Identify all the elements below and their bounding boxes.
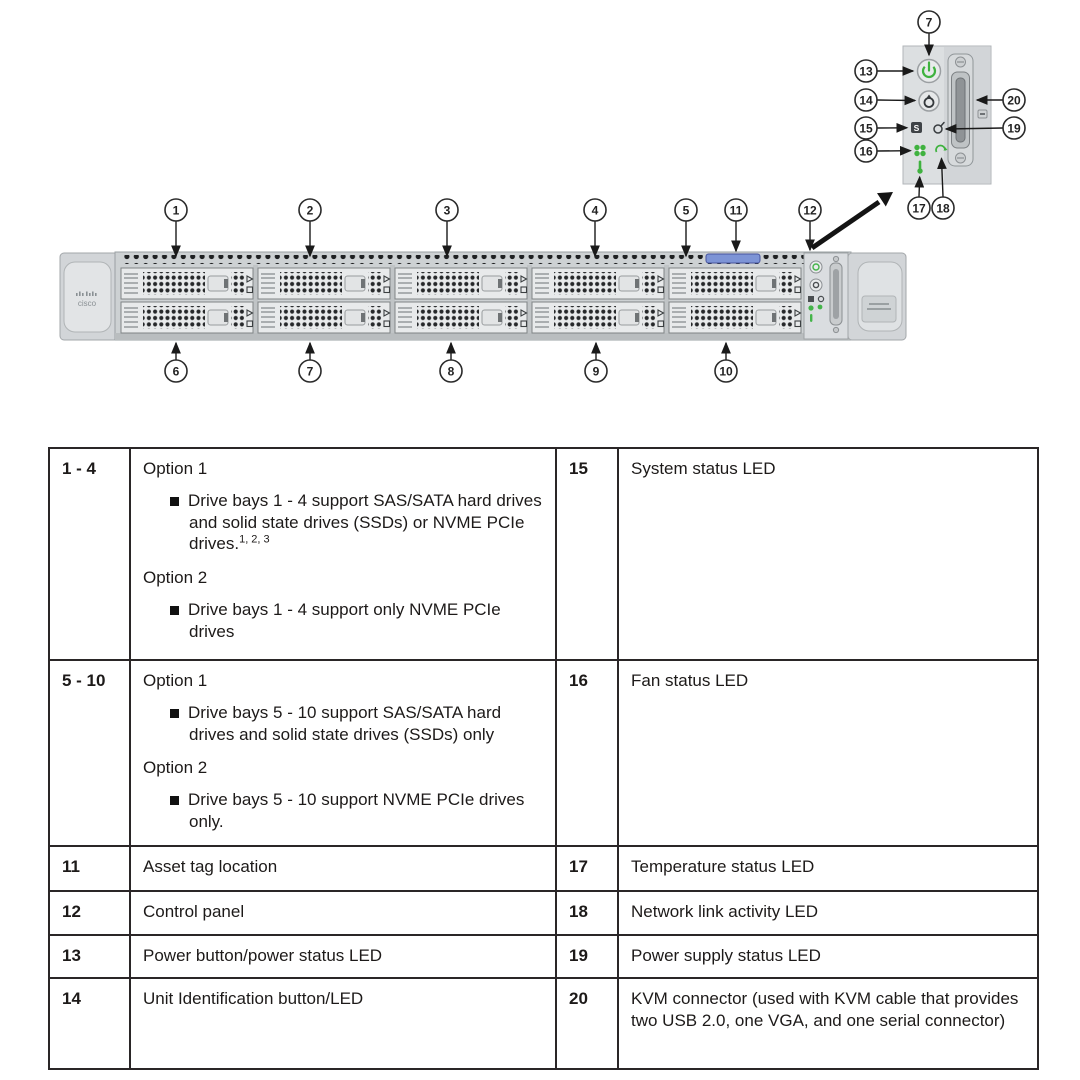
callout-2	[299, 199, 321, 221]
callout-5	[675, 199, 697, 221]
callout-4	[584, 199, 606, 221]
item-number: 16	[556, 660, 618, 846]
callout-16	[855, 140, 877, 162]
item-number: 5 - 10	[49, 660, 130, 846]
drive-bay-9	[532, 302, 664, 333]
system-status-led-icon	[911, 122, 922, 133]
power-button-icon	[810, 261, 822, 273]
item-number: 19	[556, 935, 618, 978]
drive-bay-7	[258, 302, 390, 333]
svg-text:9: 9	[592, 364, 600, 379]
item-description: Fan status LED	[618, 660, 1038, 846]
svg-text:7: 7	[306, 364, 314, 379]
svg-text:19: 19	[1007, 121, 1021, 136]
item-description: KVM connector (used with KVM cable that provides two USB 2.0, one VGA, and one serial connector)	[618, 978, 1038, 1069]
square-bullet-icon	[170, 796, 179, 805]
callout-1	[165, 199, 187, 221]
drive-bay-4	[532, 268, 664, 299]
table-row	[49, 891, 1038, 935]
item-number: 15	[556, 448, 618, 660]
item-number: 17	[556, 846, 618, 891]
item-description: System status LED	[618, 448, 1038, 660]
square-bullet-icon	[170, 709, 179, 718]
callout-11	[725, 199, 747, 221]
svg-text:12: 12	[803, 203, 817, 218]
callout-18	[932, 197, 954, 219]
drive-bay-3	[395, 268, 527, 299]
callout-8	[440, 360, 462, 382]
svg-text:14: 14	[859, 93, 873, 108]
option-label: Option 2	[143, 568, 208, 587]
uid-button-icon	[919, 91, 939, 111]
left-rack-ear	[60, 253, 118, 340]
table-row	[49, 846, 1038, 891]
svg-text:10: 10	[719, 364, 733, 379]
control-panel	[804, 253, 848, 339]
item-number: 18	[556, 891, 618, 935]
status-led-icon	[808, 296, 814, 302]
svg-text:S: S	[913, 122, 920, 133]
item-description: Network link activity LED	[618, 891, 1038, 935]
bullet-item: Drive bays 5 - 10 support SAS/SATA hard drives and solid state drives (SSDs) only	[143, 702, 545, 746]
callout-19	[1003, 117, 1025, 139]
callout-9	[585, 360, 607, 382]
callout-15	[855, 117, 877, 139]
option-label: Option 2	[143, 758, 208, 778]
callout-20	[1003, 89, 1025, 111]
kvm-label-icon	[978, 110, 987, 118]
svg-text:15: 15	[859, 121, 873, 136]
bullet-item: Drive bays 5 - 10 support NVME PCIe drives only.	[143, 789, 545, 833]
svg-text:8: 8	[447, 364, 455, 379]
item-number: 13	[49, 935, 130, 978]
item-number: 12	[49, 891, 130, 935]
callout-7-bay	[299, 360, 321, 382]
svg-text:5: 5	[682, 203, 690, 218]
callout-7	[918, 11, 940, 33]
svg-text:4: 4	[591, 203, 599, 218]
top-vent-holes	[122, 255, 804, 264]
right-rack-ear	[848, 253, 906, 340]
svg-text:18: 18	[936, 201, 950, 216]
drive-bay-10	[669, 302, 801, 333]
footnote-refs: 1, 2, 3	[239, 533, 270, 546]
bullet-item: Drive bays 1 - 4 support only NVME PCIe drives	[143, 599, 545, 643]
svg-text:2: 2	[306, 203, 314, 218]
table-row	[49, 935, 1038, 978]
asset-tag	[706, 254, 760, 263]
bullet-item: Drive bays 1 - 4 support SAS/SATA hard drives and solid state drives (SSDs) or NVME PCIe drives.$^{1, 2, 3}$	[143, 490, 545, 555]
cisco-logo-text: cisco	[77, 299, 97, 308]
drive-bay-2	[258, 268, 390, 299]
svg-text:3: 3	[443, 203, 451, 218]
kvm-connector	[948, 54, 973, 166]
table-row	[49, 978, 1038, 1069]
option-label: Option 1	[143, 671, 208, 690]
uid-button-icon	[810, 279, 822, 291]
svg-text:13: 13	[859, 64, 873, 79]
callout-3	[436, 199, 458, 221]
item-description: Power supply status LED	[618, 935, 1038, 978]
option-label: Option 1	[143, 459, 208, 478]
item-number: 14	[49, 978, 130, 1069]
drive-bay-1	[121, 268, 253, 299]
item-description: Asset tag location	[130, 846, 556, 891]
table-row	[49, 660, 1038, 846]
svg-text:7: 7	[925, 15, 933, 30]
svg-text:11: 11	[729, 203, 743, 218]
server-front-diagram	[0, 0, 1080, 445]
power-button-icon	[918, 60, 941, 83]
square-bullet-icon	[170, 606, 179, 615]
cisco-logo	[76, 292, 97, 309]
zoom-arrow	[812, 192, 893, 248]
item-description: Temperature status LED	[618, 846, 1038, 891]
control-panel-inset	[903, 46, 991, 184]
square-bullet-icon	[170, 497, 179, 506]
item-description	[130, 660, 556, 846]
svg-text:1: 1	[172, 203, 180, 218]
drive-bay-8	[395, 302, 527, 333]
legend-table	[48, 447, 1039, 1070]
callout-12	[799, 199, 821, 221]
callout-14	[855, 89, 877, 111]
callout-6	[165, 360, 187, 382]
server-chassis	[60, 252, 906, 340]
callout-17	[908, 197, 930, 219]
table-row	[49, 448, 1038, 660]
item-description: Control panel	[130, 891, 556, 935]
svg-text:20: 20	[1007, 93, 1021, 108]
item-number: 11	[49, 846, 130, 891]
drive-bay-6	[121, 302, 253, 333]
item-number: 20	[556, 978, 618, 1069]
callout-13	[855, 60, 877, 82]
kvm-connector-small	[830, 256, 842, 332]
svg-text:6: 6	[172, 364, 180, 379]
callout-10	[715, 360, 737, 382]
item-description	[130, 448, 556, 660]
item-description: Power button/power status LED	[130, 935, 556, 978]
svg-text:17: 17	[912, 201, 926, 216]
item-number: 1 - 4	[49, 448, 130, 660]
drive-bay-5	[669, 268, 801, 299]
item-description: Unit Identification button/LED	[130, 978, 556, 1069]
svg-text:16: 16	[859, 144, 873, 159]
